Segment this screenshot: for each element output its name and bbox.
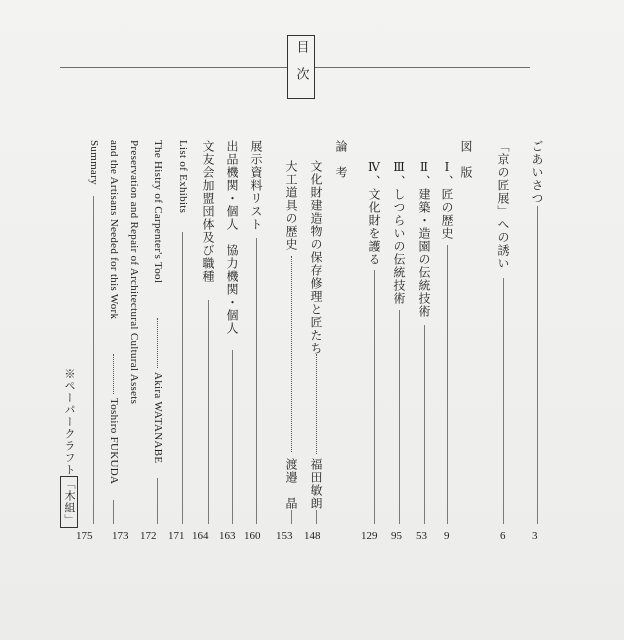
toc-entry-page: 173 (112, 530, 129, 542)
toc-entry-page: 171 (168, 530, 185, 542)
toc-entry-label: Preservation and Repair of Architectural Cultural Assets (128, 140, 140, 405)
toc-leader (447, 245, 448, 524)
toc-entry-label: List of Exhibits (177, 140, 189, 214)
toc-entry-label: Summary (88, 140, 100, 185)
toc-entry-page: 175 (76, 530, 93, 542)
toc-leader (232, 350, 233, 524)
toc-leader (113, 500, 114, 524)
toc-entry-author: 福田敏朗 (309, 458, 323, 510)
toc-leader (182, 232, 183, 524)
note-prefix: ※ペーパークラフト (63, 368, 76, 476)
toc-entry-page: 95 (391, 530, 402, 542)
note-boxed-label: 「木組」 (60, 476, 78, 528)
toc-entry-label: The Histry of Carpenter's Tool (152, 140, 164, 284)
toc-entry-author: 渡邉 晶 (284, 458, 298, 510)
toc-leader (291, 256, 292, 452)
toc-entry-page: 164 (192, 530, 209, 542)
toc-leader (316, 354, 317, 454)
toc-leader (291, 510, 292, 524)
toc-entry-author: Akira WATANABE (152, 372, 164, 464)
toc-leader (256, 238, 257, 524)
toc-leader (93, 196, 94, 524)
toc-entry-page: 163 (219, 530, 236, 542)
toc-entry-page: 9 (444, 530, 450, 542)
toc-leader (424, 325, 425, 524)
toc-entry-page: 53 (416, 530, 427, 542)
toc-leader (503, 278, 504, 524)
toc-leader (157, 478, 158, 524)
toc-entry-label: 展示資料リスト (249, 140, 263, 231)
toc-entry-label: Ⅰ、匠の歴史 (440, 160, 454, 240)
toc-entry-label: Ⅲ、しつらいの伝統技術 (392, 160, 406, 305)
toc-entry-page: 160 (244, 530, 261, 542)
toc-entry-page: 153 (276, 530, 293, 542)
toc-leader (399, 310, 400, 524)
toc-entry-page: 129 (361, 530, 378, 542)
toc-entry-label: 大工道具の歴史 (284, 160, 298, 251)
toc-entry-label: Ⅳ、文化財を護る (367, 160, 381, 266)
toc-title-box (287, 35, 315, 99)
toc-entry-label: 「京の匠展」への誘い (496, 140, 510, 270)
toc-leader (208, 300, 209, 524)
toc-entry-label: Ⅱ、建築・造園の伝統技術 (417, 160, 431, 318)
toc-title: 目次 (293, 40, 309, 94)
toc-leader (113, 354, 114, 394)
toc-entry-author: Toshiro FUKUDA (108, 398, 120, 485)
toc-entry-page: 172 (140, 530, 157, 542)
toc-entry-label: and the Artisans Needed for this Work (108, 140, 120, 320)
paper-craft-note (60, 368, 78, 528)
toc-leader (537, 206, 538, 524)
toc-section-heading: 図 版 (459, 140, 473, 179)
toc-leader (316, 510, 317, 524)
toc-entry-page: 148 (304, 530, 321, 542)
toc-leader (374, 270, 375, 524)
toc-entry-label: 出品機関・個人 協力機関・個人 (225, 140, 239, 335)
toc-entry-label: 文友会加盟団体及び職種 (201, 140, 215, 283)
toc-entry-label: ごあいさつ (530, 140, 544, 205)
toc-entry-label: 文化財建造物の保存修理と匠たち (309, 160, 323, 355)
toc-entry-page: 3 (532, 530, 538, 542)
toc-leader (157, 318, 158, 368)
toc-entry-page: 6 (500, 530, 506, 542)
toc-section-heading: 論 考 (334, 140, 348, 179)
